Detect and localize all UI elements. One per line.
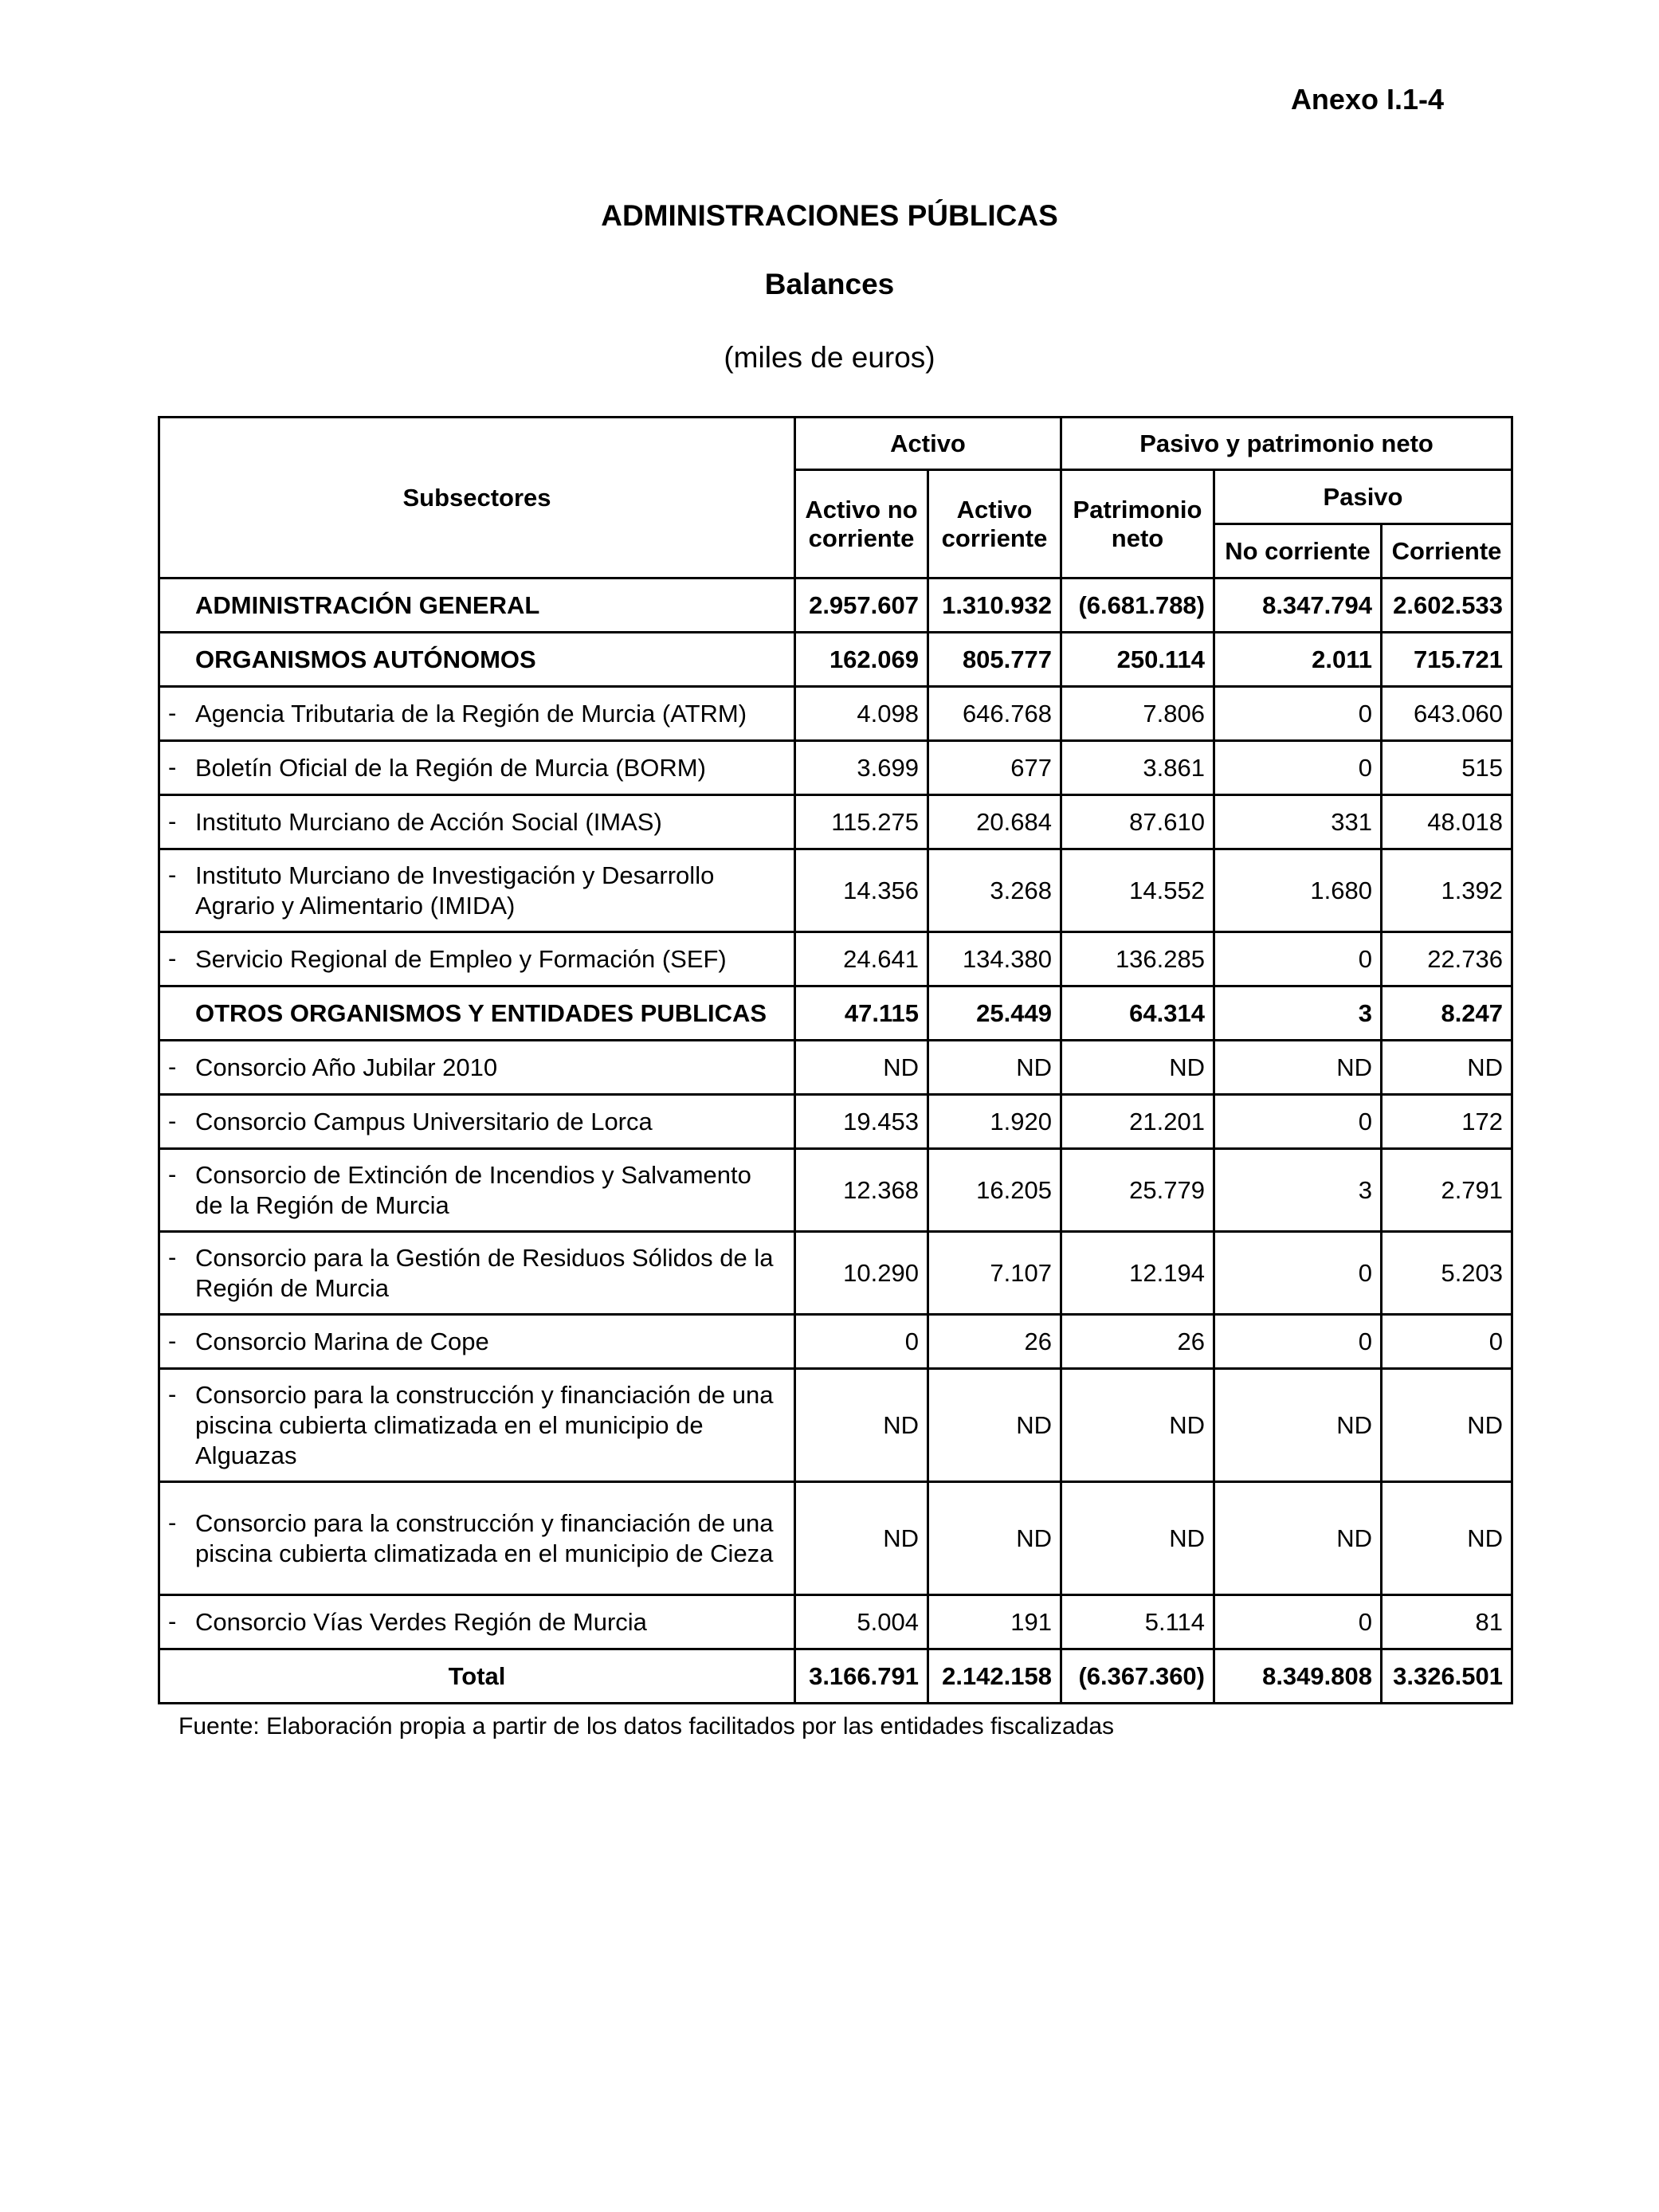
cell-activo-corriente: ND [928, 1482, 1061, 1595]
total-activo-corriente: 2.142.158 [928, 1649, 1061, 1704]
row-dash: - [168, 1326, 177, 1355]
row-name: ORGANISMOS AUTÓNOMOS [195, 645, 536, 673]
row-name-cell [159, 1095, 795, 1149]
cell-pasivo-no-corriente: 0 [1214, 687, 1382, 741]
cell-pasivo-no-corriente: 0 [1214, 1232, 1382, 1315]
row-dash: - [168, 860, 177, 888]
row-dash: - [168, 1242, 177, 1271]
cell-activo-corriente: ND [928, 1041, 1061, 1095]
table-row [159, 1041, 1512, 1095]
table-row [159, 1149, 1512, 1232]
row-dash: - [168, 1106, 177, 1135]
cell-pasivo-no-corriente: 1.680 [1214, 849, 1382, 932]
cell-activo-no-corriente: 0 [795, 1315, 928, 1369]
row-dash: - [168, 1159, 177, 1188]
cell-pasivo-corriente: ND [1382, 1369, 1512, 1482]
total-pasivo-no-corriente: 8.349.808 [1214, 1649, 1382, 1704]
header-subsectores: Subsectores [159, 418, 795, 578]
row-name: Consorcio Año Jubilar 2010 [195, 1053, 498, 1081]
cell-activo-corriente: 16.205 [928, 1149, 1061, 1232]
table-row [159, 932, 1512, 986]
row-name-cell [159, 687, 795, 741]
cell-pasivo-no-corriente: 3 [1214, 986, 1382, 1041]
row-name: Instituto Murciano de Acción Social (IMAS) [195, 807, 662, 836]
row-dash: - [168, 698, 177, 727]
row-dash: - [168, 1606, 177, 1635]
cell-activo-no-corriente: 162.069 [795, 633, 928, 687]
cell-patrimonio-neto: 25.779 [1061, 1149, 1214, 1232]
cell-patrimonio-neto: 87.610 [1061, 795, 1214, 849]
cell-activo-no-corriente: ND [795, 1369, 928, 1482]
row-name: Consorcio para la construcción y financiación de una piscina cubierta climatizada en el municipio de Cieza [195, 1508, 774, 1567]
cell-pasivo-no-corriente: 331 [1214, 795, 1382, 849]
table-row [159, 633, 1512, 687]
table-row [159, 741, 1512, 795]
header-activo-no-corriente: Activo no corriente [795, 470, 928, 578]
row-name-cell [159, 1482, 795, 1595]
row-name: Agencia Tributaria de la Región de Murcia (ATRM) [195, 699, 747, 728]
cell-activo-corriente: ND [928, 1369, 1061, 1482]
cell-activo-no-corriente: ND [795, 1041, 928, 1095]
cell-activo-no-corriente: 24.641 [795, 932, 928, 986]
row-name: ADMINISTRACIÓN GENERAL [195, 590, 540, 619]
cell-pasivo-corriente: 643.060 [1382, 687, 1512, 741]
header-patrimonio-neto: Patrimonio neto [1061, 470, 1214, 578]
row-name-cell [159, 633, 795, 687]
cell-activo-no-corriente: 4.098 [795, 687, 928, 741]
cell-activo-no-corriente: 10.290 [795, 1232, 928, 1315]
cell-patrimonio-neto: 12.194 [1061, 1232, 1214, 1315]
row-name: Consorcio de Extinción de Incendios y Salvamento de la Región de Murcia [195, 1160, 751, 1219]
cell-activo-corriente: 677 [928, 741, 1061, 795]
row-name-cell [159, 741, 795, 795]
cell-patrimonio-neto: (6.681.788) [1061, 578, 1214, 633]
header-pasivo-patrimonio: Pasivo y patrimonio neto [1061, 418, 1512, 470]
cell-patrimonio-neto: 3.861 [1061, 741, 1214, 795]
table-row [159, 687, 1512, 741]
row-dash: - [168, 1508, 177, 1536]
cell-activo-no-corriente: 3.699 [795, 741, 928, 795]
header-pasivo-no-corriente: No corriente [1214, 524, 1382, 578]
cell-patrimonio-neto: 5.114 [1061, 1595, 1214, 1649]
cell-pasivo-no-corriente: 0 [1214, 932, 1382, 986]
total-row [159, 1649, 1512, 1704]
cell-pasivo-corriente: 2.791 [1382, 1149, 1512, 1232]
table-row [159, 849, 1512, 932]
row-name-cell [159, 578, 795, 633]
cell-patrimonio-neto: ND [1061, 1041, 1214, 1095]
cell-pasivo-corriente: 48.018 [1382, 795, 1512, 849]
row-dash: - [168, 943, 177, 972]
total-pasivo-corriente: 3.326.501 [1382, 1649, 1512, 1704]
row-name-cell [159, 932, 795, 986]
cell-patrimonio-neto: 7.806 [1061, 687, 1214, 741]
row-name: OTROS ORGANISMOS Y ENTIDADES PUBLICAS [195, 998, 767, 1027]
cell-pasivo-no-corriente: 0 [1214, 1595, 1382, 1649]
cell-pasivo-no-corriente: 0 [1214, 1095, 1382, 1149]
cell-activo-corriente: 805.777 [928, 633, 1061, 687]
row-name-cell [159, 1149, 795, 1232]
table-row [159, 795, 1512, 849]
cell-activo-no-corriente: 12.368 [795, 1149, 928, 1232]
cell-pasivo-no-corriente: ND [1214, 1369, 1382, 1482]
table-row [159, 1595, 1512, 1649]
row-name-cell [159, 1041, 795, 1095]
row-name: Boletín Oficial de la Región de Murcia (BORM) [195, 753, 706, 782]
total-label: Total [159, 1649, 795, 1704]
header-activo-corriente: Activo corriente [928, 470, 1061, 578]
row-name: Servicio Regional de Empleo y Formación (SEF) [195, 944, 727, 973]
cell-pasivo-corriente: 0 [1382, 1315, 1512, 1369]
row-name: Consorcio Vías Verdes Región de Murcia [195, 1607, 647, 1636]
cell-activo-no-corriente: 5.004 [795, 1595, 928, 1649]
row-name-cell [159, 1315, 795, 1369]
cell-activo-no-corriente: 14.356 [795, 849, 928, 932]
cell-activo-no-corriente: 19.453 [795, 1095, 928, 1149]
cell-activo-no-corriente: 2.957.607 [795, 578, 928, 633]
table-row [159, 1315, 1512, 1369]
cell-patrimonio-neto: 26 [1061, 1315, 1214, 1369]
cell-activo-corriente: 3.268 [928, 849, 1061, 932]
cell-pasivo-corriente: 22.736 [1382, 932, 1512, 986]
row-name-cell [159, 849, 795, 932]
cell-activo-corriente: 26 [928, 1315, 1061, 1369]
cell-pasivo-no-corriente: 8.347.794 [1214, 578, 1382, 633]
cell-patrimonio-neto: 21.201 [1061, 1095, 1214, 1149]
units-note: (miles de euros) [724, 341, 935, 374]
annex-label: Anexo I.1-4 [1290, 83, 1444, 116]
cell-activo-corriente: 20.684 [928, 795, 1061, 849]
page-title: ADMINISTRACIONES PÚBLICAS [601, 199, 1058, 232]
cell-patrimonio-neto: 14.552 [1061, 849, 1214, 932]
table-row [159, 986, 1512, 1041]
cell-patrimonio-neto: ND [1061, 1482, 1214, 1595]
row-name: Consorcio Campus Universitario de Lorca [195, 1107, 653, 1135]
cell-patrimonio-neto: ND [1061, 1369, 1214, 1482]
row-dash: - [168, 1052, 177, 1081]
cell-activo-corriente: 191 [928, 1595, 1061, 1649]
cell-pasivo-no-corriente: ND [1214, 1041, 1382, 1095]
table-row [159, 578, 1512, 633]
cell-activo-corriente: 646.768 [928, 687, 1061, 741]
row-name: Consorcio para la Gestión de Residuos Sólidos de la Región de Murcia [195, 1243, 774, 1302]
row-name: Consorcio Marina de Cope [195, 1327, 489, 1355]
cell-pasivo-corriente: 2.602.533 [1382, 578, 1512, 633]
row-name-cell [159, 795, 795, 849]
total-patrimonio-neto: (6.367.360) [1061, 1649, 1214, 1704]
cell-pasivo-corriente: ND [1382, 1041, 1512, 1095]
header-pasivo: Pasivo [1214, 470, 1512, 524]
cell-patrimonio-neto: 250.114 [1061, 633, 1214, 687]
row-name-cell [159, 1369, 795, 1482]
row-name-cell [159, 986, 795, 1041]
page-subtitle: Balances [764, 268, 895, 300]
cell-pasivo-corriente: 1.392 [1382, 849, 1512, 932]
cell-pasivo-no-corriente: 0 [1214, 741, 1382, 795]
row-dash: - [168, 806, 177, 835]
row-name-cell [159, 1595, 795, 1649]
source-note: Fuente: Elaboración propia a partir de los datos facilitados por las entidades fiscalizadas [178, 1713, 1115, 1739]
cell-pasivo-no-corriente: 2.011 [1214, 633, 1382, 687]
cell-activo-no-corriente: ND [795, 1482, 928, 1595]
cell-pasivo-corriente: 715.721 [1382, 633, 1512, 687]
cell-pasivo-corriente: 515 [1382, 741, 1512, 795]
cell-activo-no-corriente: 115.275 [795, 795, 928, 849]
cell-pasivo-corriente: ND [1382, 1482, 1512, 1595]
cell-pasivo-no-corriente: 0 [1214, 1315, 1382, 1369]
header-row-1 [159, 418, 1512, 470]
cell-pasivo-no-corriente: 3 [1214, 1149, 1382, 1232]
balances-table [158, 416, 1513, 1704]
cell-patrimonio-neto: 64.314 [1061, 986, 1214, 1041]
cell-pasivo-corriente: 81 [1382, 1595, 1512, 1649]
cell-activo-no-corriente: 47.115 [795, 986, 928, 1041]
cell-pasivo-corriente: 5.203 [1382, 1232, 1512, 1315]
table-row [159, 1369, 1512, 1482]
cell-pasivo-corriente: 8.247 [1382, 986, 1512, 1041]
cell-activo-corriente: 134.380 [928, 932, 1061, 986]
header-pasivo-corriente: Corriente [1382, 524, 1512, 578]
cell-pasivo-no-corriente: ND [1214, 1482, 1382, 1595]
total-activo-no-corriente: 3.166.791 [795, 1649, 928, 1704]
header-activo: Activo [795, 418, 1061, 470]
cell-pasivo-corriente: 172 [1382, 1095, 1512, 1149]
table-row [159, 1232, 1512, 1315]
cell-activo-corriente: 1.310.932 [928, 578, 1061, 633]
cell-activo-corriente: 7.107 [928, 1232, 1061, 1315]
row-name-cell [159, 1232, 795, 1315]
table-row [159, 1482, 1512, 1595]
cell-patrimonio-neto: 136.285 [1061, 932, 1214, 986]
cell-activo-corriente: 1.920 [928, 1095, 1061, 1149]
row-name: Instituto Murciano de Investigación y Desarrollo Agrario y Alimentario (IMIDA) [195, 861, 715, 920]
row-name: Consorcio para la construcción y financiación de una piscina cubierta climatizada en el municipio de Alguazas [195, 1380, 774, 1469]
cell-activo-corriente: 25.449 [928, 986, 1061, 1041]
row-dash: - [168, 1379, 177, 1408]
table-row [159, 1095, 1512, 1149]
row-dash: - [168, 752, 177, 781]
